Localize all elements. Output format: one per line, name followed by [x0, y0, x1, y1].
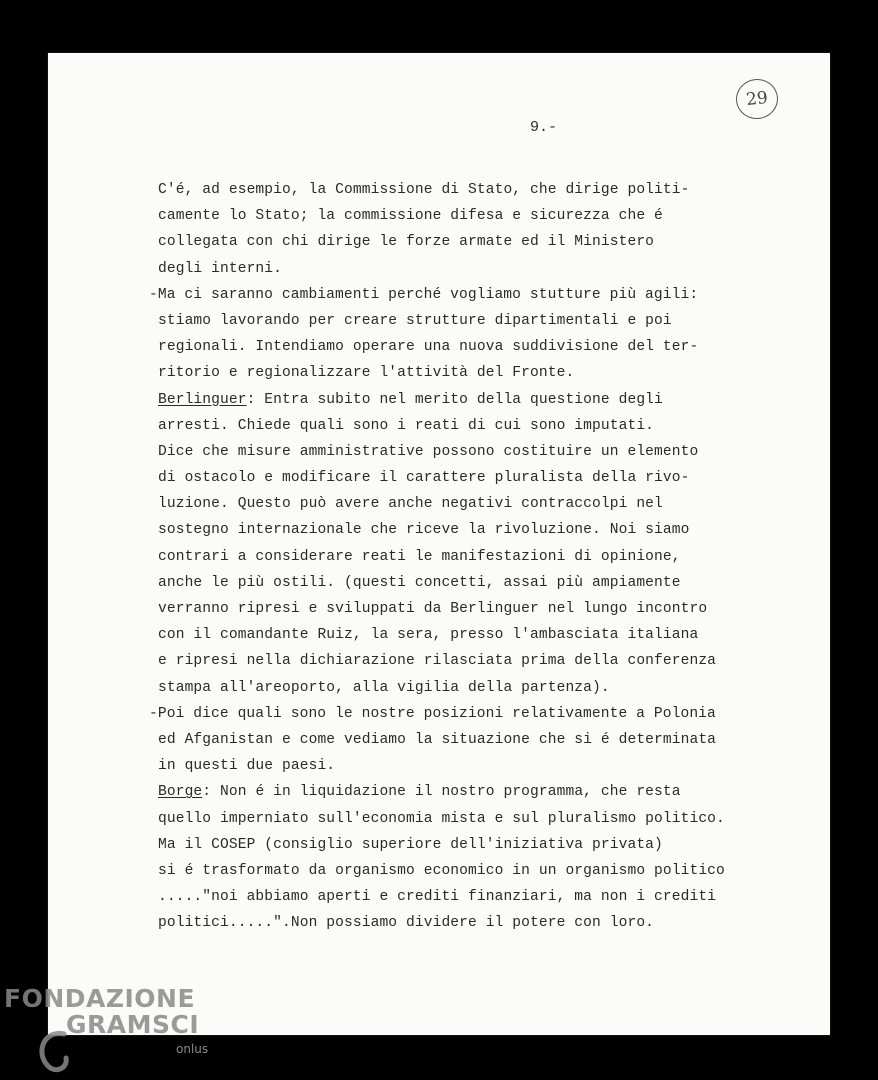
text-line: ritorio e regionalizzare l'attività del Fronte.: [158, 365, 575, 382]
text-line: anche le più ostili. (questi concetti, assai più ampiamente: [158, 574, 681, 591]
text-line: politici.....".Non possiamo dividere il potere con loro.: [158, 915, 655, 932]
text-line: [158, 387, 808, 413]
text-line: e ripresi nella dichiarazione rilasciata prima della conferenza: [158, 653, 717, 670]
archive-page-stamp: [734, 77, 780, 121]
text-line: stampa all'areoporto, alla vigilia della partenza).: [158, 679, 610, 696]
text-line: stiamo lavorando per creare strutture dipartimentali e poi: [158, 312, 672, 329]
page-number: 9.-: [530, 119, 558, 136]
text-line: -Ma ci saranno cambiamenti perché vogliamo stutture più agili:: [149, 286, 699, 303]
text-line: camente lo Stato; la commissione difesa e sicurezza che é: [158, 208, 663, 225]
text-line: collegata con chi dirige le forze armate ed il Ministero: [158, 234, 655, 251]
fondazione-gramsci-logo: [4, 984, 219, 1080]
text-line: luzione. Questo può avere anche negativi contraccolpi nel: [158, 496, 663, 513]
speaker-text: : Entra subito nel merito della questione degli: [246, 391, 663, 408]
text-line: con il comandante Ruiz, la sera, presso l'ambasciata italiana: [158, 627, 699, 644]
text-line: ....."noi abbiamo aperti e crediti finanziari, ma non i crediti: [158, 889, 717, 906]
text-line: Dice che misure amministrative possono costituire un elemento: [158, 443, 699, 460]
text-line: verranno ripresi e sviluppati da Berlinguer nel lungo incontro: [158, 601, 708, 617]
logo-suffix: onlus: [176, 1042, 209, 1056]
logo-line-2: GRAMSCI: [66, 1010, 200, 1039]
speaker-berlinguer: Berlinguer: [158, 391, 247, 408]
text-line: arresti. Chiede quali sono i reati di cui sono imputati.: [158, 417, 655, 434]
text-line: [158, 779, 808, 805]
text-line: degli interni.: [158, 260, 283, 277]
text-line: ed Afganistan e come vediamo la situazione che si é determinata: [158, 731, 717, 748]
speaker-borge: Borge: [158, 784, 203, 801]
text-line: in questi due paesi.: [158, 758, 336, 775]
text-line: regionali. Intendiamo operare una nuova suddivisione del ter-: [158, 339, 699, 356]
typewritten-text: [149, 177, 808, 936]
speaker-text: : Non é in liquidazione il nostro programma, che resta: [202, 784, 681, 801]
logo-line-1: FONDAZIONE: [4, 984, 196, 1013]
text-line: si é trasformato da organismo economico in un organismo politico: [158, 862, 725, 879]
text-line: Ma il COSEP (consiglio superiore dell'iniziativa privata): [158, 836, 663, 853]
text-line: -Poi dice quali sono le nostre posizioni relativamente a Polonia: [149, 705, 716, 722]
text-line: quello imperniato sull'economia mista e sul pluralismo politico.: [158, 810, 725, 827]
text-line: sostegno internazionale che riceve la rivoluzione. Noi siamo: [158, 522, 690, 539]
text-line: C'é, ad esempio, la Commissione di Stato, che dirige politi-: [158, 182, 690, 198]
text-line: di ostacolo e modificare il carattere pluralista della rivo-: [158, 470, 690, 487]
archive-page-number: 29: [745, 87, 769, 111]
text-line: contrari a considerare reati le manifestazioni di opinione,: [158, 548, 681, 565]
document-page: [48, 53, 830, 1035]
